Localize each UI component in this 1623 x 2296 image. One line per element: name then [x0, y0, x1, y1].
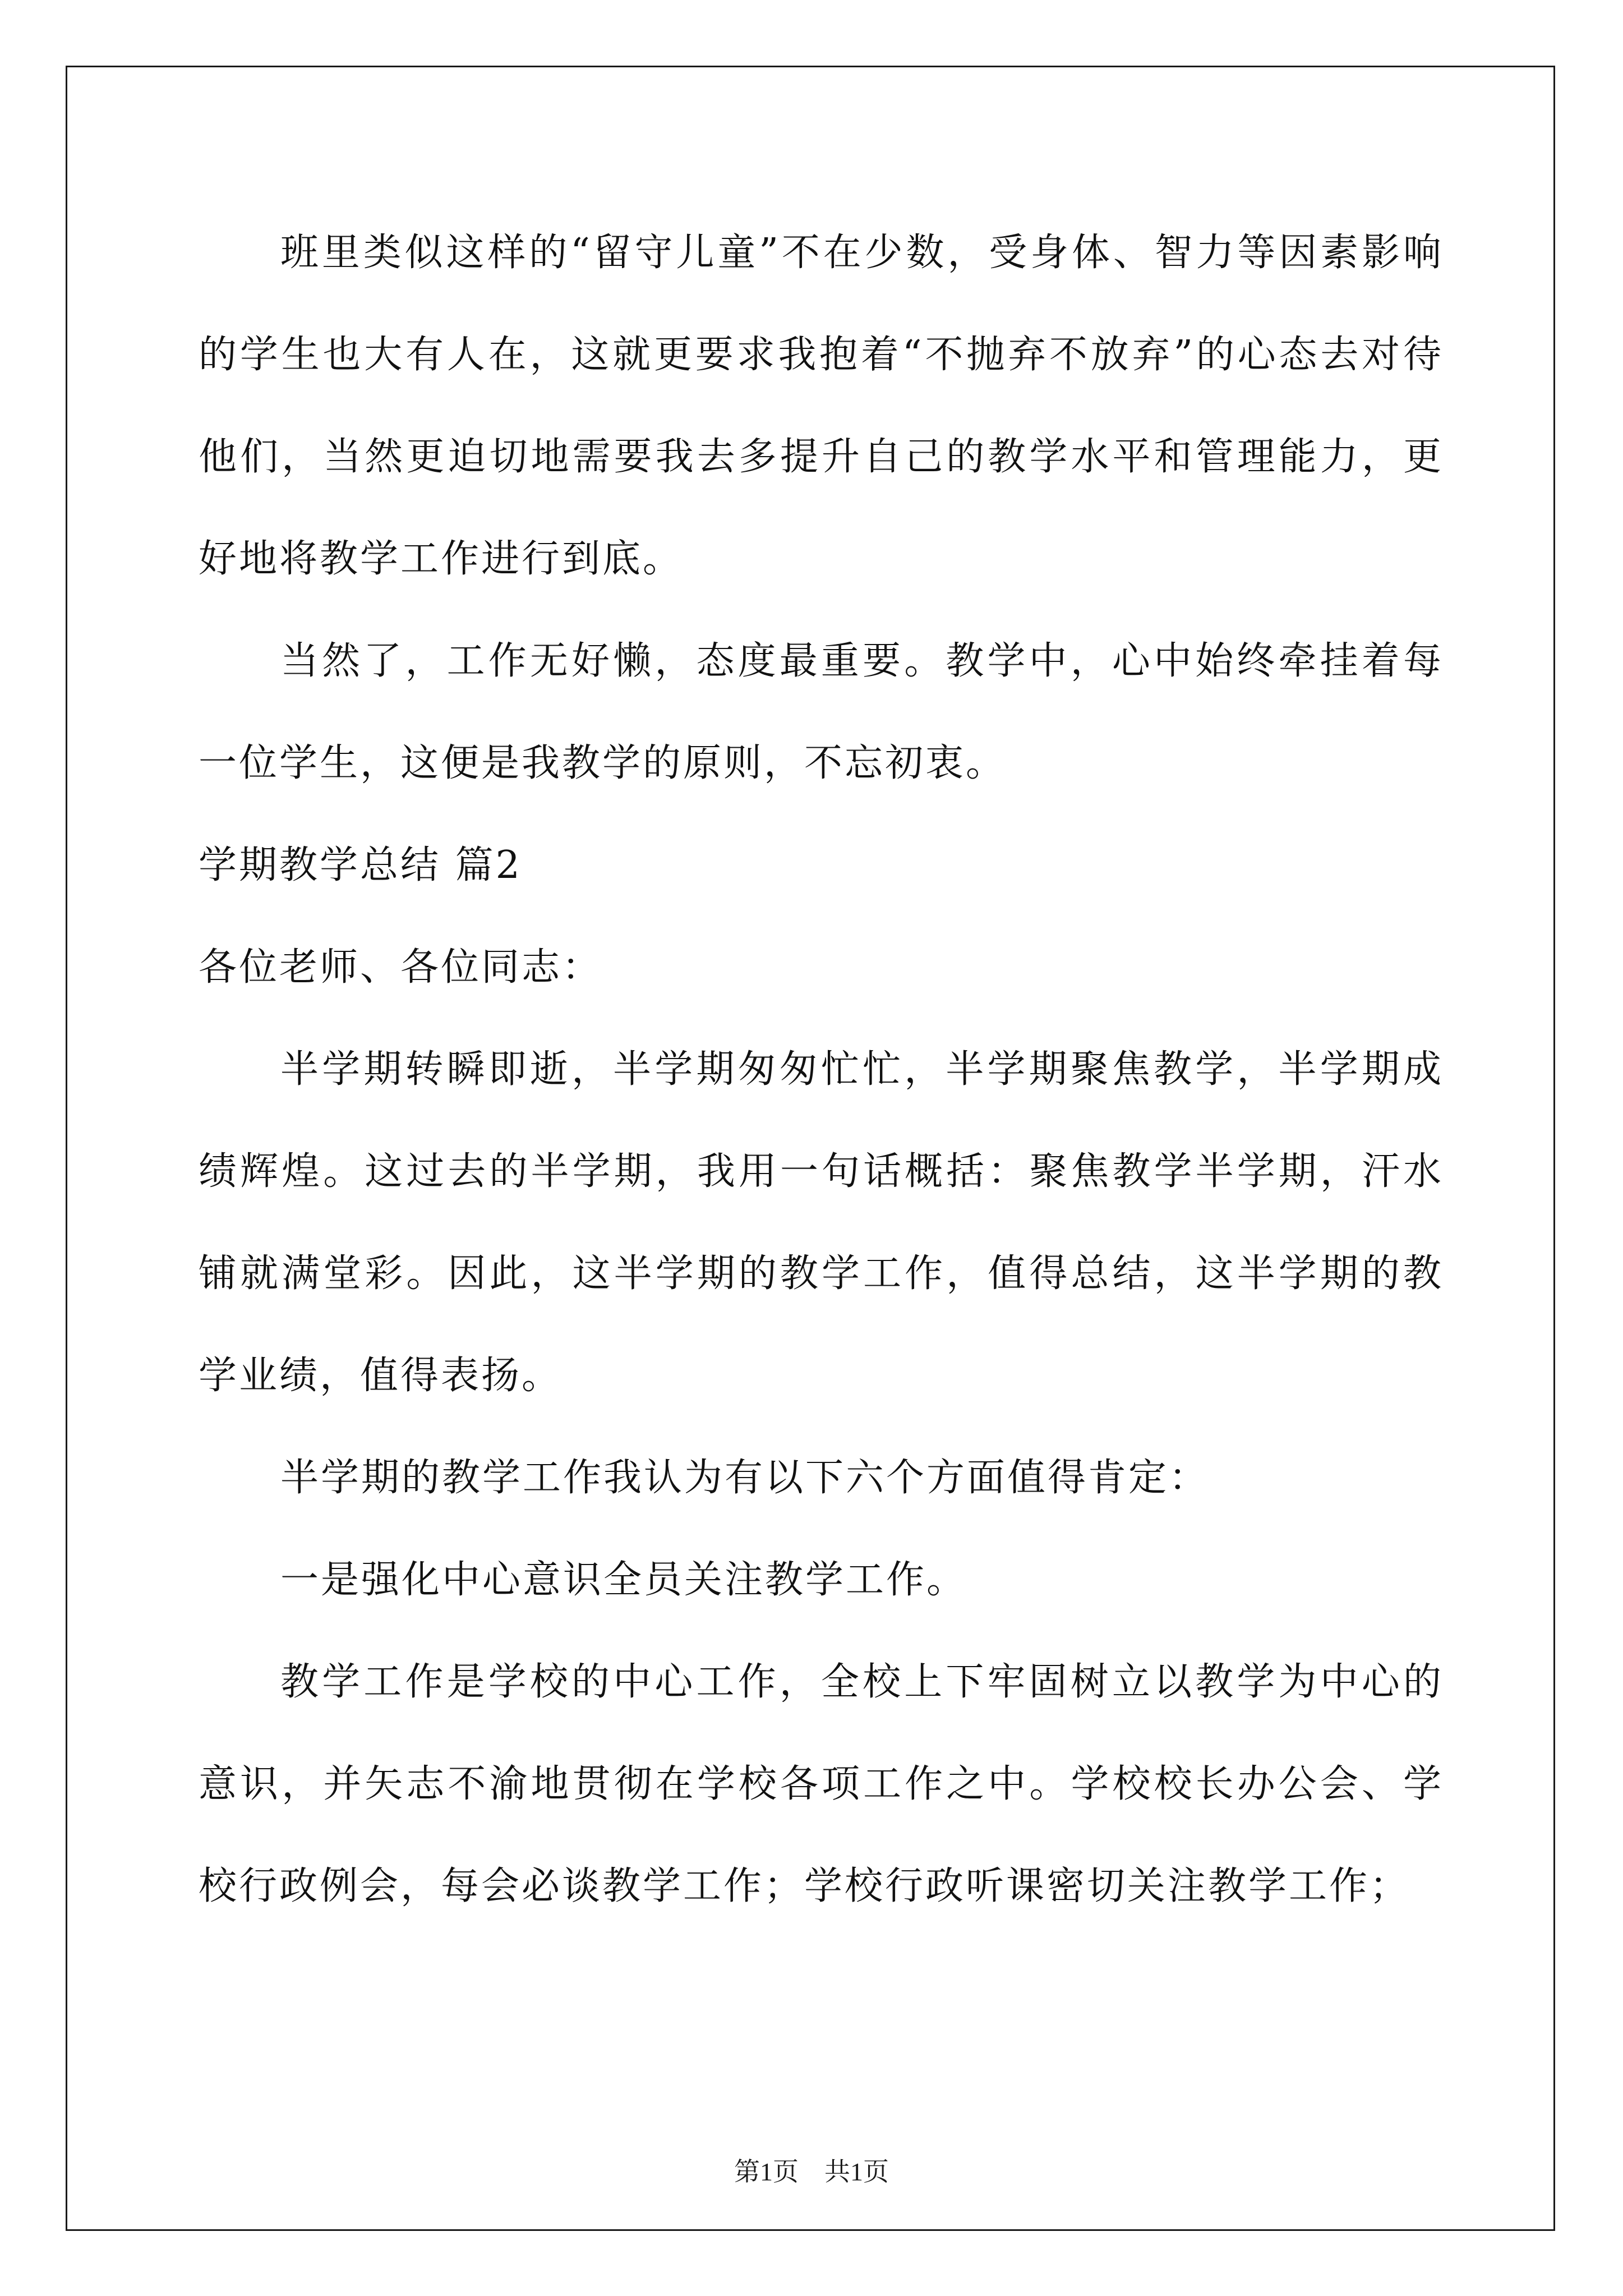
- document-body: [199, 202, 1444, 1938]
- paragraph-six-aspects: 半学期的教学工作我认为有以下六个方面值得肯定：: [280, 1456, 1210, 1500]
- section-heading: 学期教学总结 篇2: [199, 843, 522, 887]
- paragraph-work-attitude: 当然了，工作无好懒，态度最重要。教学中，心中始终牵挂着每一位学生，这便是我教学的原则，不忘初衷。: [199, 639, 1444, 785]
- page-number-footer: 第1页 共1页: [734, 2157, 889, 2186]
- paragraph-left-behind-children: 班里类似这样的“留守儿童”不在少数，受身体、智力等因素影响的学生也大有人在，这就更要求我抱着“不抛弃不放弃”的心态去对待他们，当然更迫切地需要我去多提升自己的教学水平和管理能力，更好地将教学工作进行到底。: [199, 231, 1444, 581]
- paragraph-teaching-center: 教学工作是学校的中心工作，全校上下牢固树立以教学为中心的意识，并矢志不渝地贯彻在学校各项工作之中。学校校长办公会、学校行政例会，每会必谈教学工作；学校行政听课密切关注教学工作；: [199, 1660, 1444, 1908]
- paragraph-semester-summary: 半学期转瞬即逝，半学期匆匆忙忙，半学期聚焦教学，半学期成绩辉煌。这过去的半学期，我用一句话概括：聚焦教学半学期，汗水铺就满堂彩。因此，这半学期的教学工作，值得总结，这半学期的教学业绩，值得表扬。: [199, 1047, 1444, 1398]
- salutation: 各位老师、各位同志：: [199, 945, 603, 990]
- paragraph-point-one: 一是强化中心意识全员关注教学工作。: [280, 1558, 967, 1602]
